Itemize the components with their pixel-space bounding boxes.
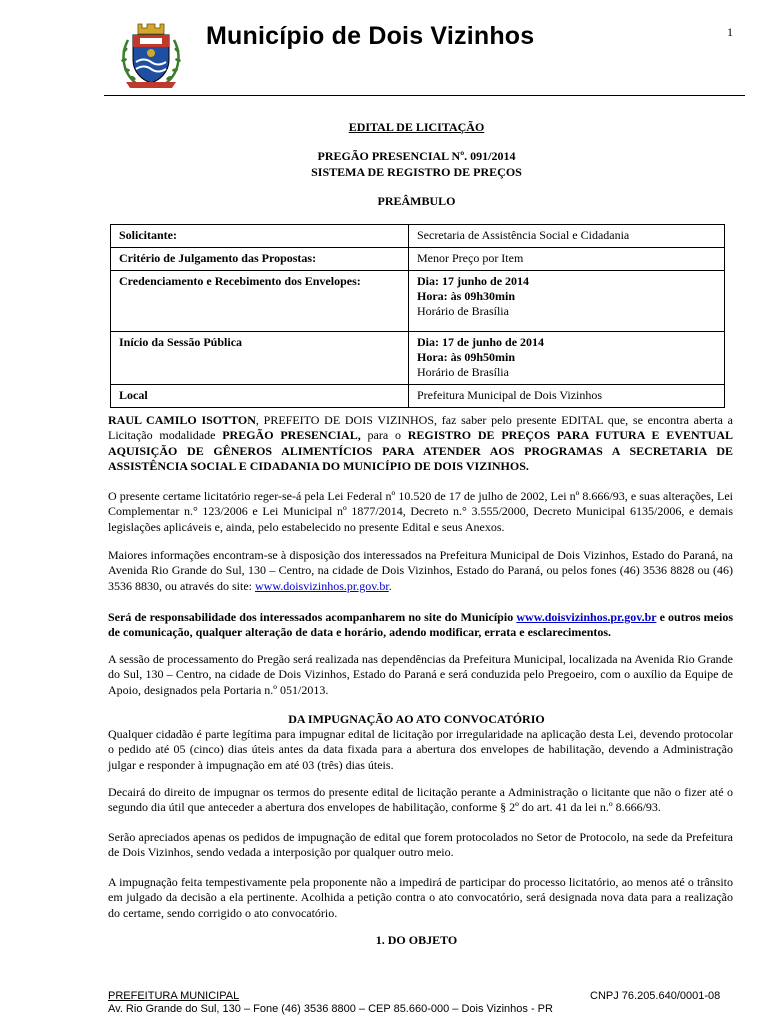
time-line: Hora: às 09h30min (417, 289, 516, 303)
impugnation-paragraph: Qualquer cidadão é parte legítima para impugnar edital de licitação por irregularidade na aplicação desta Lei, devendo protocolar o pedido até 05 (cinco) dias úteis antes da data fixada para a abertura dos envelopes de habilitação, devendo a Administração julgar e responder à impugnação em até 03 (três) dias úteis. (108, 727, 733, 772)
impugnation-heading: DA IMPUGNAÇÃO AO ATO CONVOCATÓRIO (288, 712, 545, 726)
header-divider (104, 95, 745, 96)
timezone-line: Horário de Brasília (417, 304, 509, 318)
table-row (111, 225, 725, 248)
document-title: EDITAL DE LICITAÇÃO (348, 120, 485, 134)
row-value: Secretaria de Assistência Social e Cidadania (409, 225, 725, 248)
timezone-line: Horário de Brasília (417, 365, 509, 379)
pregao-number: PREGÃO PRESENCIAL Nº. 091/2014 (317, 149, 516, 163)
mayor-name: RAUL CAMILO ISOTTON (108, 413, 256, 427)
row-label: Critério de Julgamento das Propostas: (111, 248, 409, 271)
date-line: Dia: 17 junho de 2014 (417, 274, 530, 288)
date-line: Dia: 17 de junho de 2014 (417, 335, 545, 349)
row-label: Início da Sessão Pública (111, 332, 409, 385)
page-number: 1 (727, 25, 733, 39)
time-line: Hora: às 09h50min (417, 350, 516, 364)
object-heading: 1. DO OBJETO (375, 933, 458, 947)
impugnation-paragraph: A impugnação feita tempestivamente pela proponente não a impedirá de participar do processo licitatório, ao menos até o trânsito em julgado da decisão a ela pertinente. Acolhida a petição contra o ato convocatório, será designada nova data para a realização do certame, sendo corrigido o ato convocatório. (108, 875, 733, 920)
municipality-title: Município de Dois Vizinhos (206, 22, 535, 50)
row-value: Prefeitura Municipal de Dois Vizinhos (409, 385, 725, 408)
impugnation-paragraph: Serão apreciados apenas os pedidos de impugnação de edital que forem protocolados no Setor de Protocolo, na sede da Prefeitura de Dois Vizinhos, sendo vedada a interposição por qualquer outro meio. (108, 830, 733, 860)
website-link[interactable]: www.doisvizinhos.pr.gov.br (516, 610, 657, 624)
table-row (111, 332, 725, 385)
registration-system: SISTEMA DE REGISTRO DE PREÇOS (311, 165, 522, 179)
website-link[interactable]: www.doisvizinhos.pr.gov.br (254, 578, 389, 593)
row-label: Credenciamento e Recebimento dos Envelopes: (111, 271, 409, 332)
row-label: Local (111, 385, 409, 408)
table-row (111, 385, 725, 408)
impugnation-paragraph: Decairá do direito de impugnar os termos do presente edital de licitação perante a Administração o licitante que não o fizer até o segundo dia útil que anteceder a abertura dos envelopes de habilitação, conforme § 2º do art. 41 da lei n.º 8.666/93. (108, 785, 733, 815)
session-paragraph: A sessão de processamento do Pregão será realizada nas dependências da Prefeitura Municipal, localizada na Avenida Rio Grande do Sul, 130 – Centro, na cidade de Dois Vizinhos, Estado do Paraná e será conduzida pelo Pregoeiro, com o auxílio da Equipe de Apoio, designados pela Portaria n.º 051/2013. (108, 652, 733, 697)
footer-municipality: PREFEITURA MUNICIPAL (108, 990, 240, 1002)
preamble-heading: PREÂMBULO (377, 194, 456, 208)
footer-address: Av. Rio Grande do Sul, 130 – Fone (46) 3536 8800 – CEP 85.660-000 – Dois Vizinhos - PR (108, 1003, 553, 1015)
table-row (111, 271, 725, 332)
more-info-paragraph: Maiores informações encontram-se à disposição dos interessados na Prefeitura Municipal de Dois Vizinhos, Estado do Paraná, na Avenida Rio Grande do Sul, 130 – Centro, na cidade de Dois Vizinhos, Estado do Paraná, ou pelos fones (46) 3536 8828 ou (46) 3536 8830, ou através do site: www.doisvizinhos.pr.gov.br. (108, 548, 733, 593)
footer-cnpj: CNPJ 76.205.640/0001-08 (590, 990, 721, 1002)
row-value (409, 271, 725, 332)
bid-info-table (110, 224, 725, 408)
mayor-announcement: RAUL CAMILO ISOTTON, PREFEITO DE DOIS VIZINHOS, faz saber pelo presente EDITAL que, se encontra aberta a Licitação modalidade PREGÃO PRESENCIAL, para o REGISTRO DE PREÇOS PARA FUTURA E EVENTUAL AQUISIÇÃO DE GÊNEROS ALIMENTÍCIOS PARA ATENDER AOS PROGRAMAS A SECRETARIA DE ASSISTÊNCIA SOCIAL E CIDADANIA DO MUNICÍPIO DE DOIS VIZINHOS. (108, 413, 733, 474)
legal-basis-paragraph: O presente certame licitatório reger-se-á pela Lei Federal nº 10.520 de 17 de julho de 2002, Lei nº 8.666/93, e suas alterações, Lei Complementar n.° 123/2006 e Lei Municipal nº 1877/2014, Decreto n.° 3.555/2000, Decreto Municipal 6135/2006, e demais legislações aplicáveis e, ainda, pelo estabelecido no presente Edital e seus Anexos. (108, 489, 733, 534)
table-row (111, 248, 725, 271)
responsibility-paragraph: Será de responsabilidade dos interessados acompanharem no site do Município www.doisvizinhos.pr.gov.br e outros meios de comunicação, qualquer alteração de data e horário, adendo modificar, errata e esclarecimentos. (108, 610, 733, 640)
row-value: Menor Preço por Item (409, 248, 725, 271)
row-value (409, 332, 725, 385)
row-label: Solicitante: (111, 225, 409, 248)
municipal-coat-of-arms-icon (118, 20, 184, 90)
